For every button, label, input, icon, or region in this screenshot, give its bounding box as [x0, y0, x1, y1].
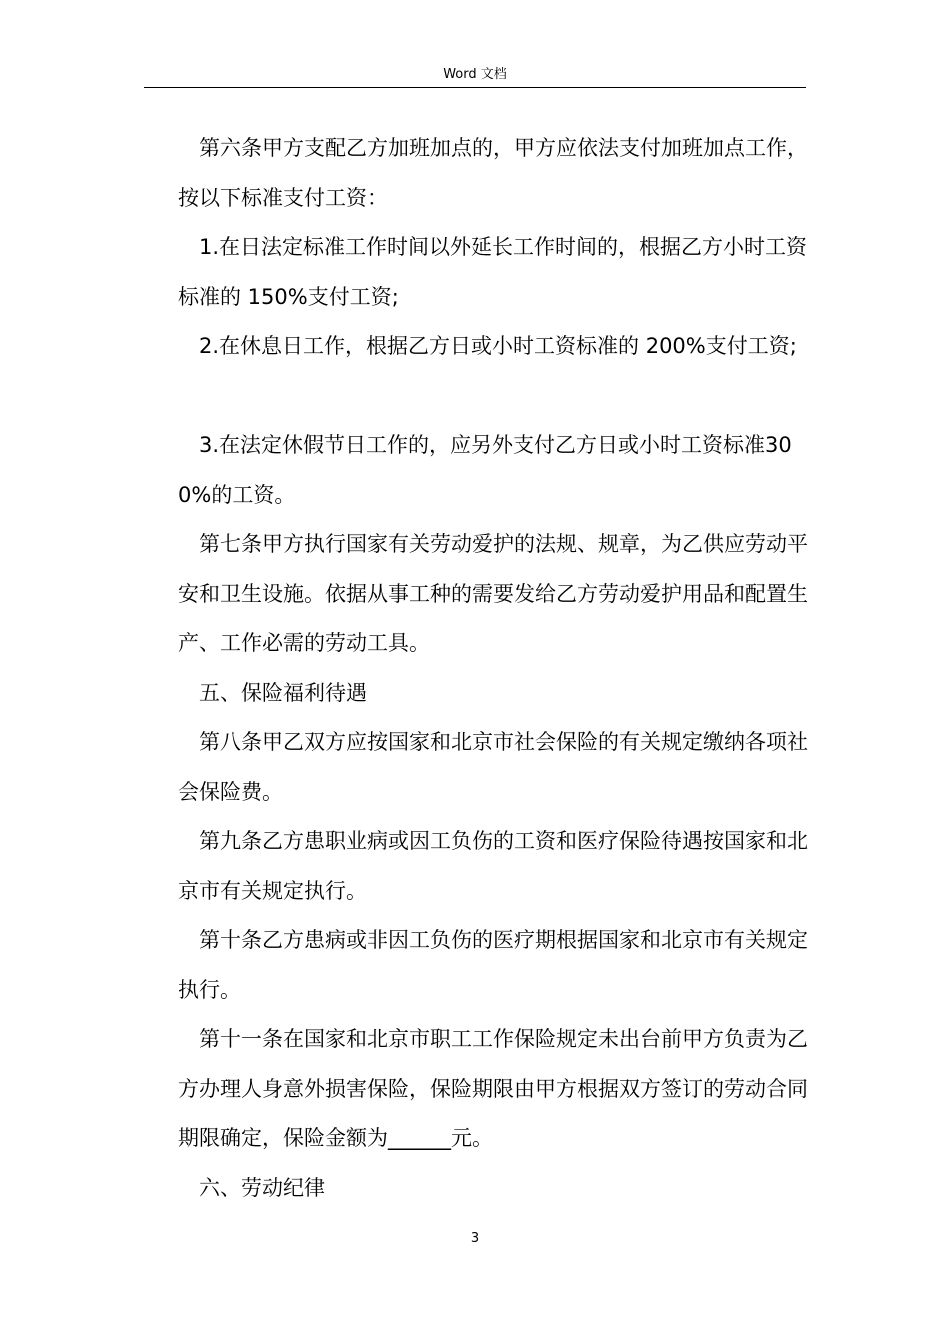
paragraph-item-2: 2.在休息日工作，根据乙方日或小时工资标准的 200%支付工资; [199, 334, 797, 358]
paragraph-article-10: 第十条乙方患病或非因工负伤的医疗期根据国家和北京市有关规定执行。 [178, 928, 808, 1002]
paragraph-article-8: 第八条甲乙双方应按国家和北京市社会保险的有关规定缴纳各项社会保险费。 [178, 730, 808, 804]
header-divider [144, 87, 806, 88]
paragraph-article-7: 第七条甲方执行国家有关劳动爱护的法规、规章，为乙供应劳动平安和卫生设施。依据从事工种的需要发给乙方劳动爱护用品和配置生产、工作必需的劳动工具。 [178, 532, 808, 655]
paragraph-item-1: 1.在日法定标准工作时间以外延长工作时间的，根据乙方小时工资标准的 150%支付工资; [178, 235, 808, 309]
paragraph-article-11: 第十一条在国家和北京市职工工作保险规定未出台前甲方负责为乙方办理人身意外损害保险，保险期限由甲方根据双方签订的劳动合同期限确定，保险金额为______元。 [178, 1027, 808, 1150]
paragraph-article-6: 第六条甲方支配乙方加班加点的，甲方应依法支付加班加点工作，按以下标准支付工资： [178, 136, 808, 210]
paragraph-blank [178, 372, 808, 422]
page-number: 3 [470, 1231, 480, 1246]
page-header: Word 文档 [443, 67, 507, 82]
section-heading-discipline: 六、劳动纪律 [199, 1175, 325, 1200]
document-body [178, 124, 808, 1213]
section-heading-insurance: 五、保险福利待遇 [199, 680, 367, 705]
paragraph-article-9: 第九条乙方患职业病或因工负伤的工资和医疗保险待遇按国家和北京市有关规定执行。 [178, 829, 808, 903]
paragraph-item-3: 3.在法定休假节日工作的，应另外支付乙方日或小时工资标准300%的工资。 [178, 433, 792, 507]
